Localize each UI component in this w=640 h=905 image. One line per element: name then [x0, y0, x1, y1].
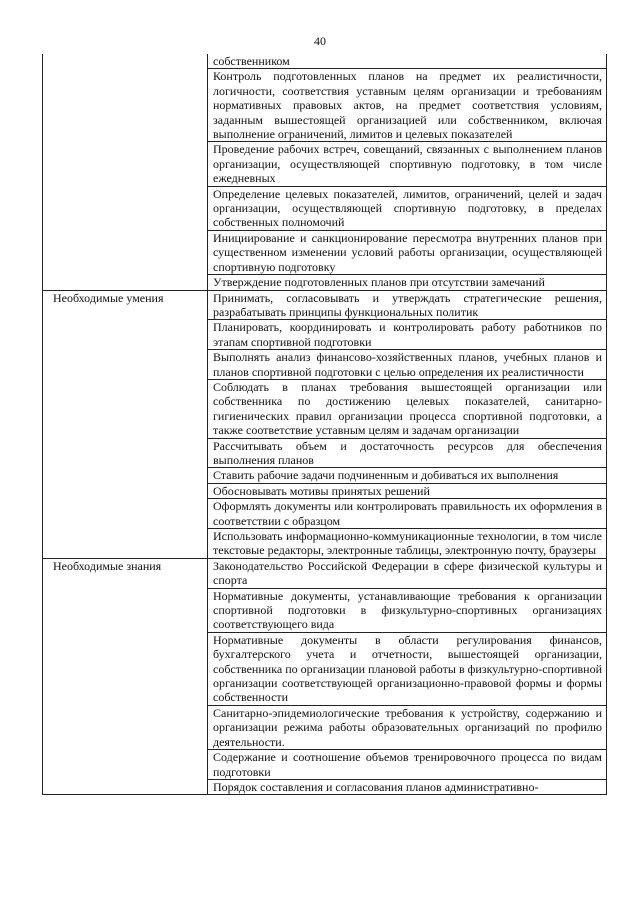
table-row	[43, 468, 607, 483]
table-cell: Утверждение подготовленных планов при отсутствии замечаний	[208, 275, 607, 290]
table-row	[43, 54, 607, 69]
table-row	[43, 275, 607, 290]
table-row	[43, 290, 607, 320]
table-cell: Нормативные документы, устанавливающие требования к организации спортивной подготовки в физкультурно-спортивных организациях соответствующего вида	[208, 588, 607, 632]
page-number: 40	[314, 34, 326, 48]
table-row	[43, 483, 607, 498]
table-cell: Инициирование и санкционирование пересмотра внутренних планов при существенном изменении условий работы организации, осуществляющей спортивную подготовку	[208, 230, 607, 274]
table-cell: Обосновывать мотивы принятых решений	[208, 483, 607, 498]
table-row	[43, 230, 607, 274]
table-cell: Проведение рабочих встреч, совещаний, связанных с выполнением планов организации, осуществляющей спортивную подготовку, в том числе ежедневных	[208, 142, 607, 186]
table-cell: Порядок составления и согласования планов административно-	[208, 779, 607, 794]
section-title	[43, 54, 208, 69]
table-row	[43, 379, 607, 438]
table-row	[43, 705, 607, 749]
table-row	[43, 779, 607, 794]
table-cell: Определение целевых показателей, лимитов, ограничений, целей и задач организации, осуществляющей спортивную подготовку, в пределах собственных полномочий	[208, 186, 607, 230]
table-cell: Соблюдать в планах требования вышестоящей организации или собственника по достижению целевых показателей, санитарно-гигиенических правил организации процесса спортивной подготовки, а также соответствие уставным целям и задачам организации	[208, 379, 607, 438]
table-row	[43, 632, 607, 705]
table-cell: Рассчитывать объем и достаточность ресурсов для обеспечения выполнения планов	[208, 438, 607, 468]
table-row	[43, 558, 607, 588]
table-cell: Содержание и соотношение объемов тренировочного процесса по видам подготовки	[208, 750, 607, 780]
section-title: Необходимые умения	[43, 290, 208, 320]
table-row	[43, 529, 607, 559]
table-cell: Планировать, координировать и контролировать работу работников по этапам спортивной подготовки	[208, 320, 607, 350]
table-cell: собственником	[208, 54, 607, 69]
table-cell: Ставить рабочие задачи подчиненным и добиваться их выполнения	[208, 468, 607, 483]
table-row	[43, 69, 607, 142]
section-title: Необходимые знания	[43, 558, 208, 588]
table-cell: Нормативные документы в области регулирования финансов, бухгалтерского учета и отчетности, вышестоящей организации, собственника по организации плановой работы в физкультурно-спортивной организации соответствующей организационно-правовой формы и формы собственности	[208, 632, 607, 705]
table-cell: Санитарно-эпидемиологические требования к устройству, содержанию и организации режима работы образовательных организаций по профилю деятельности.	[208, 705, 607, 749]
table-cell: Принимать, согласовывать и утверждать стратегические решения, разрабатывать принципы функциональных политик	[208, 290, 607, 320]
table-row	[43, 350, 607, 380]
table-row	[43, 438, 607, 468]
table-row	[43, 142, 607, 186]
table-row	[43, 499, 607, 529]
table-cell: Использовать информационно-коммуникационные технологии, в том числе текстовые редакторы, электронные таблицы, электронную почту, браузеры	[208, 529, 607, 559]
table-cell: Оформлять документы или контролировать правильность их оформления в соответствии с образцом	[208, 499, 607, 529]
table-row	[43, 588, 607, 632]
table-row	[43, 186, 607, 230]
table-cell: Контроль подготовленных планов на предмет их реалистичности, логичности, соответствия уставным целям организации и требованиям нормативных правовых актов, на предмет соответствия условиям, заданным вышестоящей организацией или собственником, включая выполнение ограничений, лимитов и целевых показателей	[208, 69, 607, 142]
competency-table	[42, 54, 607, 795]
table-cell: Законодательство Российской Федерации в сфере физической культуры и спорта	[208, 558, 607, 588]
table-row	[43, 320, 607, 350]
table-cell: Выполнять анализ финансово-хозяйственных планов, учебных планов и планов спортивной подготовки с целью определения их реалистичности	[208, 350, 607, 380]
table-row	[43, 750, 607, 780]
